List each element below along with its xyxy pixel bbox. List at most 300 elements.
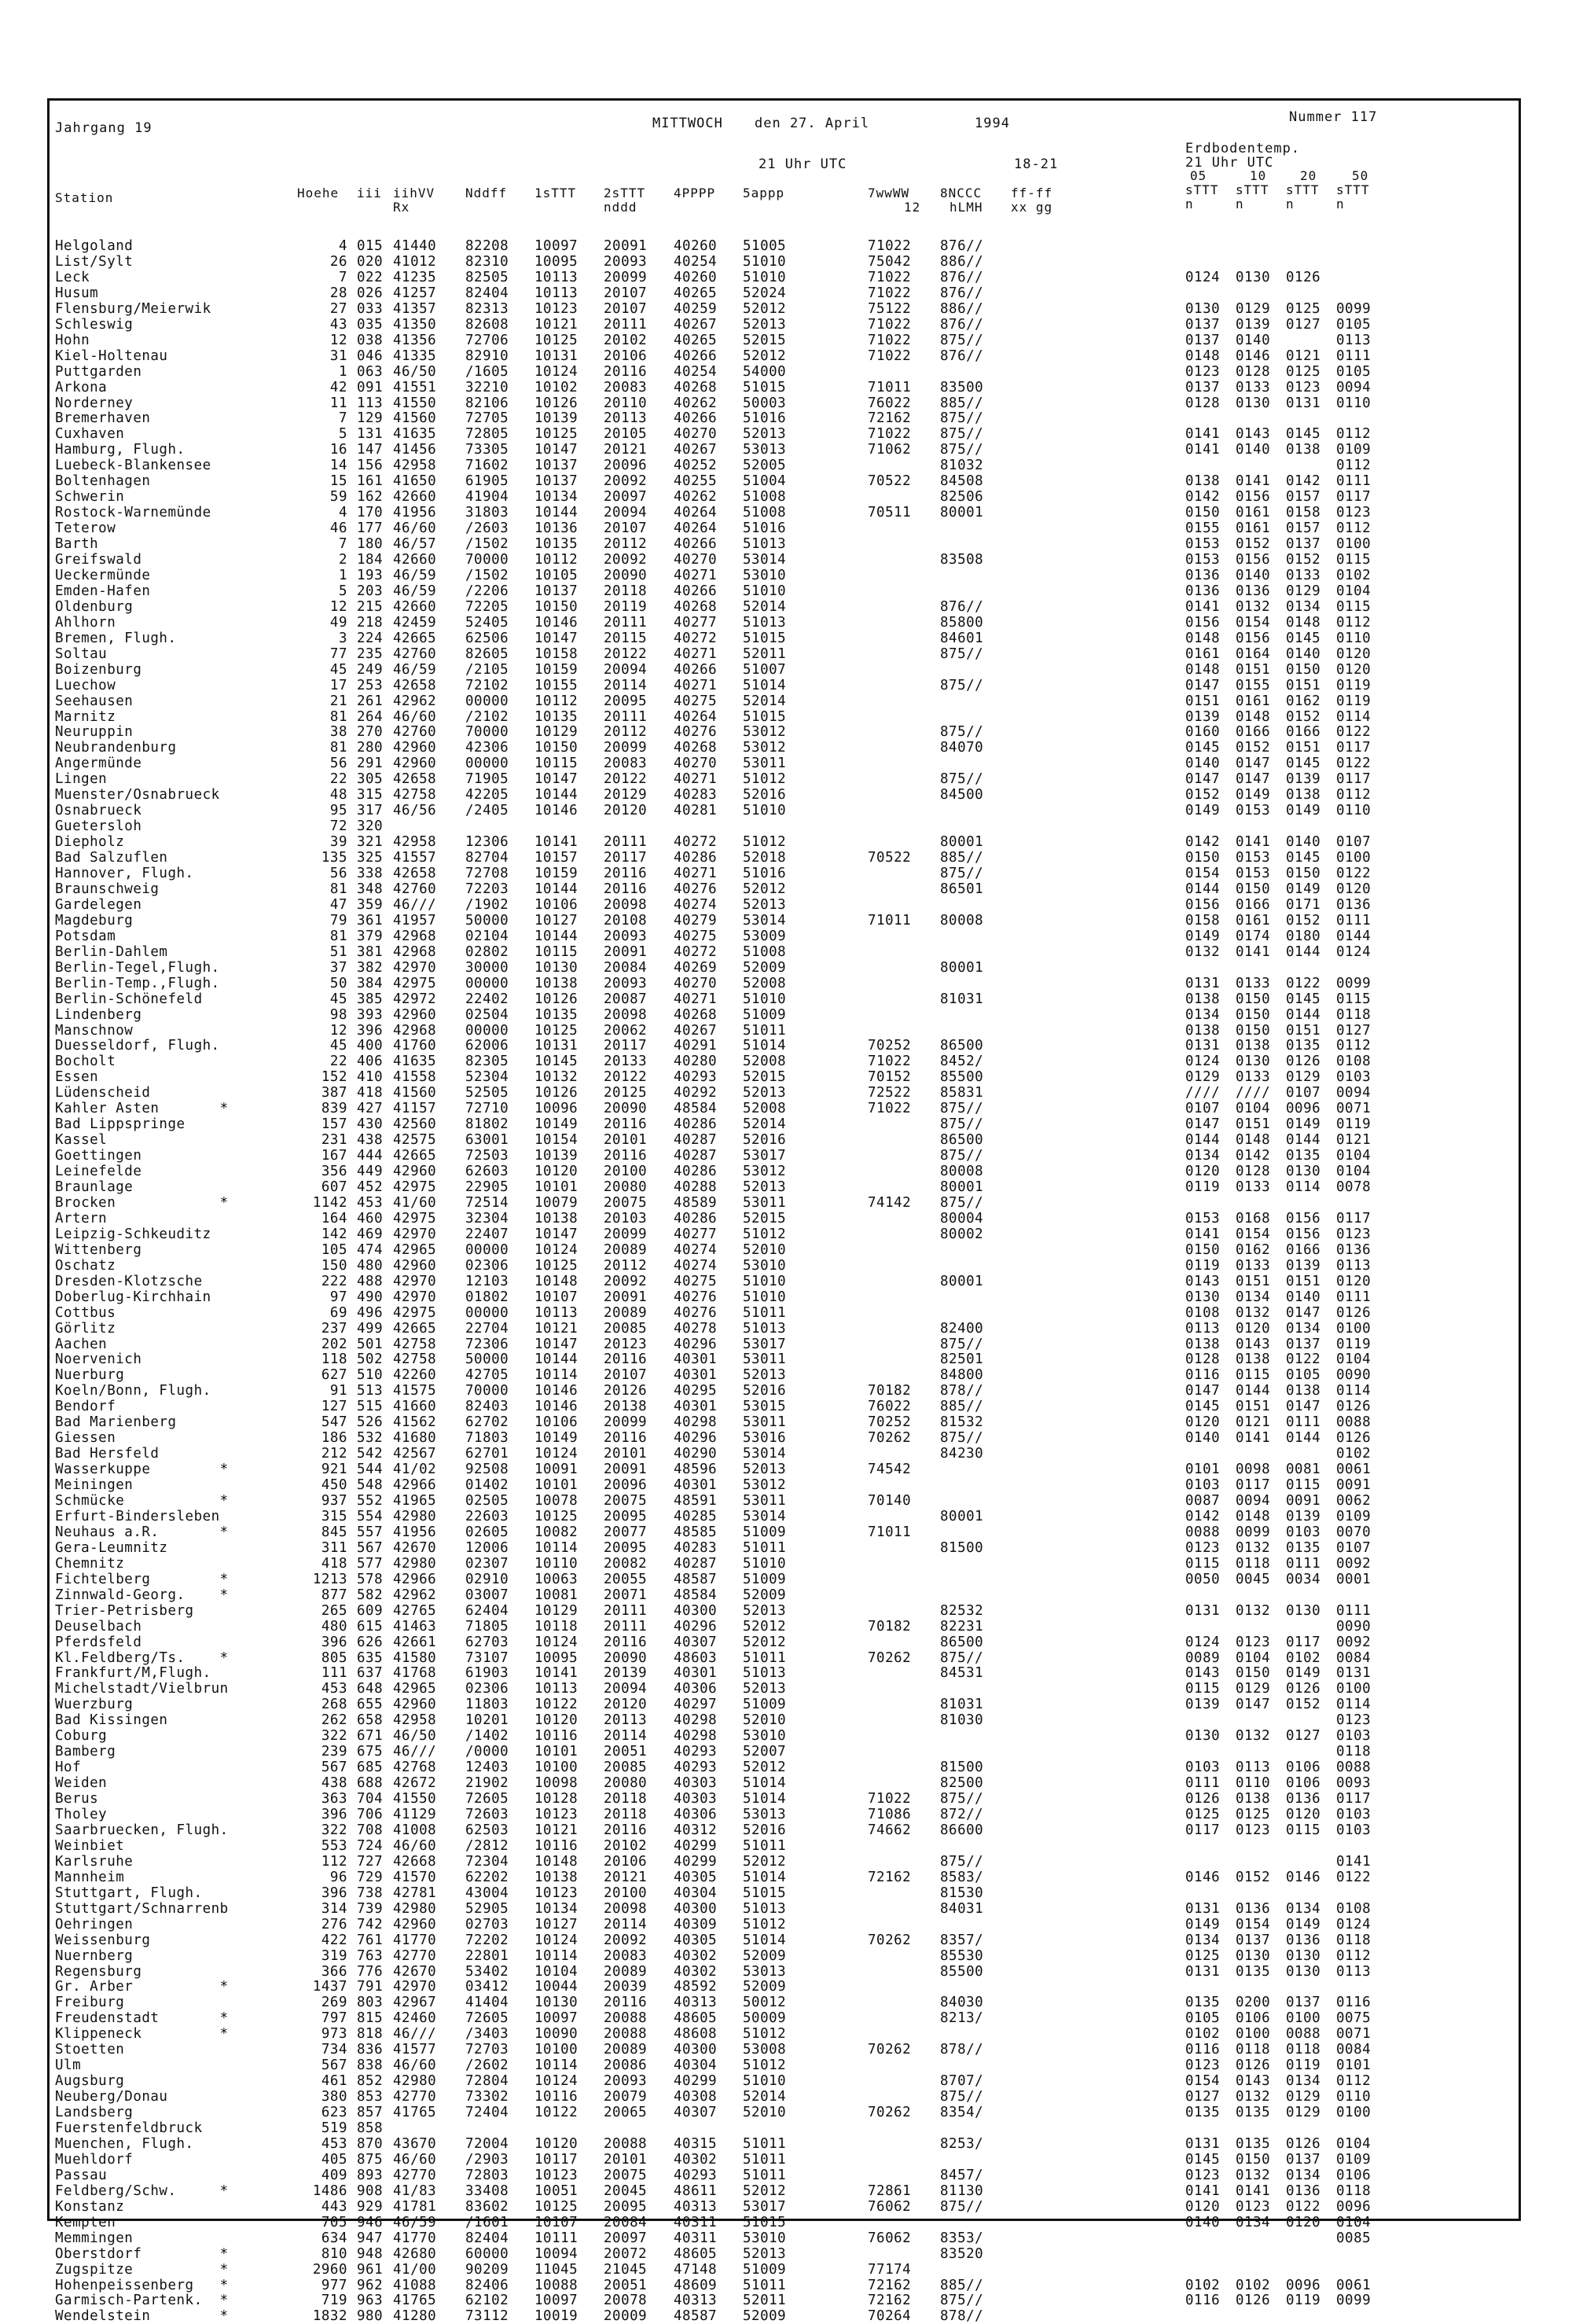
- station-nccc: 81031: [940, 1697, 984, 1713]
- station-ttt1: 10124: [534, 1241, 578, 1258]
- station-hoehe: 11: [329, 395, 347, 411]
- station-pppp: 40271: [674, 645, 718, 662]
- station-name: Kahler Asten *: [55, 1101, 229, 1117]
- station-hoehe: 977: [321, 2277, 347, 2293]
- station-wwww: 71022: [868, 1791, 912, 1807]
- soil-temp-value: 0122: [1286, 975, 1321, 991]
- station-name: Flensburg/Meierwik: [55, 300, 211, 317]
- soil-temp-value: 0140: [1286, 834, 1321, 851]
- soil-temp-value: 0113: [1336, 332, 1372, 348]
- station-hoehe: 231: [321, 1132, 347, 1149]
- station-ttt1: 10116: [534, 2089, 578, 2105]
- soil-temp-value: 0154: [1185, 866, 1221, 881]
- station-name: Manschnow: [55, 1022, 134, 1039]
- station-nddff: 72304: [465, 1853, 509, 1870]
- station-iii: 963: [357, 2293, 384, 2309]
- station-pppp: 40293: [674, 1069, 718, 1086]
- station-pppp: 40275: [674, 1273, 718, 1289]
- station-ttt1: 10117: [534, 2151, 578, 2168]
- station-nccc: 876//: [940, 316, 984, 333]
- station-appp: 51010: [743, 253, 787, 270]
- station-appp: 52016: [743, 1822, 787, 1838]
- station-nccc: 80002: [940, 1226, 984, 1242]
- soil-temp-value: 0156: [1185, 614, 1221, 631]
- soil-temp-value: 0111: [1336, 1602, 1372, 1619]
- soil-temp-value: 0130: [1286, 1164, 1321, 1180]
- soil-temp-value: 0151: [1236, 1399, 1271, 1415]
- station-ttt1: 10113: [534, 285, 578, 301]
- soil-temp-value: 0108: [1336, 1054, 1372, 1070]
- soil-temp-value: 0116: [1336, 1995, 1372, 2011]
- soil-temp-value: 0094: [1336, 379, 1372, 395]
- soil-temp-value: 0161: [1236, 520, 1271, 537]
- col-station: Station: [55, 190, 114, 205]
- station-name: Michelstadt/Vielbrun: [55, 1681, 229, 1697]
- soil-temp-value: 0099: [1336, 975, 1372, 991]
- soil-temp-value: 0102: [1336, 567, 1372, 583]
- station-appp: 53012: [743, 724, 787, 741]
- station-iii: 396: [357, 1022, 384, 1039]
- station-ihvv: 41008: [393, 1822, 437, 1838]
- station-ttt2: 20071: [604, 1587, 648, 1603]
- station-pppp: 40290: [674, 1446, 718, 1462]
- station-pppp: 48592: [674, 1979, 718, 1995]
- station-nddff: 70000: [465, 552, 509, 568]
- soil-temp-value: 0110: [1336, 395, 1372, 411]
- station-pppp: 40272: [674, 630, 718, 646]
- station-ttt1: 10078: [534, 1493, 578, 1509]
- station-hoehe: 4: [338, 505, 347, 521]
- station-nccc: 875//: [940, 645, 984, 662]
- station-nddff: /2102: [465, 708, 509, 725]
- station-name: Hohn: [55, 332, 90, 348]
- soil-temp-value: 0140: [1185, 2214, 1221, 2230]
- station-ttt1: 10145: [534, 1054, 578, 1070]
- station-ttt2: 20111: [604, 834, 648, 851]
- station-hoehe: 98: [329, 1006, 347, 1023]
- station-wwww: 72162: [868, 410, 912, 427]
- soil-temp-value: 0162: [1286, 693, 1321, 709]
- station-nddff: 72102: [465, 677, 509, 693]
- station-pppp: 40271: [674, 677, 718, 693]
- soil-temp-value: 0140: [1185, 1430, 1221, 1447]
- station-nddff: 72205: [465, 598, 509, 615]
- soil-temp-value: 0120: [1185, 1414, 1221, 1431]
- station-ttt2: 20086: [604, 2057, 648, 2074]
- soil-temp-value: 0119: [1336, 677, 1372, 693]
- station-ttt2: 20087: [604, 991, 648, 1007]
- station-name: Brocken *: [55, 1194, 229, 1211]
- station-iii: 544: [357, 1462, 384, 1478]
- station-ihvv: 41463: [393, 1618, 437, 1635]
- station-pppp: 48584: [674, 1587, 718, 1603]
- soil-temp-value: 0156: [1236, 489, 1271, 506]
- soil-temp-value: 0112: [1336, 614, 1372, 631]
- station-appp: 52016: [743, 1132, 787, 1149]
- station-nddff: 22407: [465, 1226, 509, 1242]
- col-iii: iii: [357, 186, 382, 200]
- station-ihvv: 42770: [393, 1947, 437, 1964]
- station-pppp: 40278: [674, 1320, 718, 1337]
- station-wwww: 72861: [868, 2182, 912, 2199]
- soil-temp-value: 0142: [1185, 834, 1221, 851]
- station-ttt2: 20099: [604, 1226, 648, 1242]
- station-ihvv: 42680: [393, 2245, 437, 2262]
- station-ihvv: 42770: [393, 2089, 437, 2105]
- station-ttt2: 20107: [604, 300, 648, 317]
- station-ihvv: 42665: [393, 630, 437, 646]
- station-ihvv: 41335: [393, 347, 437, 364]
- station-ttt1: 10125: [534, 1022, 578, 1039]
- col-n-50: n: [1336, 197, 1345, 211]
- soil-temp-value: 0131: [1185, 1963, 1221, 1980]
- year-label: 1994: [975, 116, 1010, 131]
- soil-temp-value: ////: [1236, 1085, 1271, 1101]
- station-nddff: 62603: [465, 1164, 509, 1180]
- station-ttt2: 20103: [604, 1210, 648, 1226]
- station-pppp: 40267: [674, 1022, 718, 1039]
- station-ttt2: 20089: [604, 2042, 648, 2058]
- station-nccc: 875//: [940, 677, 984, 693]
- station-ttt1: 10120: [534, 1164, 578, 1180]
- station-name: Duesseldorf, Flugh.: [55, 1038, 220, 1054]
- soil-temp-value: 0100: [1336, 1320, 1372, 1337]
- station-appp: 52009: [743, 959, 787, 976]
- station-name: Oehringen: [55, 1916, 134, 1932]
- station-ttt2: 20100: [604, 1164, 648, 1180]
- station-name: Arkona: [55, 379, 108, 395]
- station-iii: 515: [357, 1399, 384, 1415]
- station-ihvv: 41558: [393, 1069, 437, 1086]
- station-pppp: 40276: [674, 1304, 718, 1321]
- soil-temp-value: 0135: [1236, 2105, 1271, 2121]
- soil-temp-value: 0100: [1336, 1681, 1372, 1697]
- station-ttt2: 20107: [604, 285, 648, 301]
- soil-temp-value: 0125: [1185, 1947, 1221, 1964]
- station-appp: 53009: [743, 928, 787, 944]
- station-pppp: 40279: [674, 912, 718, 928]
- station-hoehe: 56: [329, 866, 347, 881]
- station-nddff: 82505: [465, 269, 509, 285]
- station-iii: 577: [357, 1555, 384, 1572]
- station-hoehe: 72: [329, 818, 347, 835]
- soil-temp-value: 0142: [1185, 1508, 1221, 1524]
- station-appp: 53017: [743, 1336, 787, 1352]
- station-pppp: 40303: [674, 1791, 718, 1807]
- station-ttt2: 20107: [604, 520, 648, 537]
- station-pppp: 40270: [674, 756, 718, 772]
- station-ttt1: 10158: [534, 645, 578, 662]
- station-iii: 325: [357, 850, 384, 866]
- station-nddff: 32304: [465, 1210, 509, 1226]
- station-ttt1: 10101: [534, 1179, 578, 1195]
- soil-temp-value: 0104: [1336, 583, 1372, 599]
- station-ttt1: 10107: [534, 2214, 578, 2230]
- station-name: Aachen: [55, 1336, 108, 1352]
- station-ttt2: 20093: [604, 253, 648, 270]
- station-pppp: 40255: [674, 473, 718, 490]
- station-iii: 460: [357, 1210, 384, 1226]
- station-ttt1: 10090: [534, 2026, 578, 2043]
- station-wwww: 75042: [868, 253, 912, 270]
- station-ttt1: 10130: [534, 1995, 578, 2011]
- station-name: Weiden: [55, 1775, 108, 1792]
- soil-temp-value: 0102: [1236, 2277, 1271, 2293]
- station-appp: 52018: [743, 850, 787, 866]
- station-iii: 381: [357, 943, 384, 960]
- soil-temp-value: 0143: [1236, 2073, 1271, 2090]
- soil-temp-value: 0133: [1236, 379, 1271, 395]
- soil-temp-value: 0102: [1286, 1649, 1321, 1666]
- station-appp: 52013: [743, 1681, 787, 1697]
- station-appp: 53011: [743, 756, 787, 772]
- station-pppp: 40264: [674, 505, 718, 521]
- station-nddff: 00000: [465, 1241, 509, 1258]
- station-pppp: 40301: [674, 1367, 718, 1384]
- station-hoehe: 239: [321, 1744, 347, 1760]
- station-ttt1: 10104: [534, 1963, 578, 1980]
- soil-temp-value: 0132: [1236, 598, 1271, 615]
- soil-temp-value: 0141: [1185, 2182, 1221, 2199]
- soil-temp-value: 0151: [1286, 677, 1321, 693]
- soil-temp-value: 0136: [1286, 1932, 1321, 1948]
- station-name: Guetersloh: [55, 818, 142, 835]
- station-ttt2: 20095: [604, 1539, 648, 1556]
- station-hoehe: 222: [321, 1273, 347, 1289]
- station-ttt1: 10138: [534, 1869, 578, 1885]
- soil-temp-value: 0130: [1286, 1947, 1321, 1964]
- station-ihvv: 42960: [393, 1257, 437, 1274]
- station-pppp: 40259: [674, 300, 718, 317]
- station-appp: 53014: [743, 912, 787, 928]
- soil-temp-value: 0138: [1185, 991, 1221, 1007]
- station-pppp: 40277: [674, 1226, 718, 1242]
- station-appp: 52016: [743, 1383, 787, 1399]
- station-ttt1: 10082: [534, 1524, 578, 1540]
- station-ihvv: 42758: [393, 1351, 437, 1368]
- station-hoehe: 1: [338, 363, 347, 380]
- soil-temp-value: 0130: [1236, 1054, 1271, 1070]
- soil-temp-value: 0132: [1236, 1602, 1271, 1619]
- station-hoehe: 322: [321, 1822, 347, 1838]
- soil-temp-value: 0096: [1336, 2198, 1372, 2215]
- soil-temp-value: 0104: [1236, 1649, 1271, 1666]
- station-pppp: 40260: [674, 269, 718, 285]
- station-appp: 54000: [743, 363, 787, 380]
- soil-temp-value: 0107: [1185, 1101, 1221, 1117]
- station-iii: 852: [357, 2073, 384, 2090]
- station-name: Saarbruecken, Flugh.: [55, 1822, 229, 1838]
- soil-temp-value: 0111: [1286, 1414, 1321, 1431]
- station-name: Boltenhagen: [55, 473, 151, 490]
- station-name: Neubrandenburg: [55, 740, 177, 756]
- station-ttt2: 20090: [604, 1101, 648, 1117]
- station-ihvv: 42968: [393, 928, 437, 944]
- soil-temp-value: 0131: [1185, 1900, 1221, 1917]
- station-ttt1: 10121: [534, 1320, 578, 1337]
- station-iii: 615: [357, 1618, 384, 1635]
- station-appp: 53012: [743, 740, 787, 756]
- station-name: Pferdsfeld: [55, 1634, 142, 1650]
- station-appp: 52008: [743, 1054, 787, 1070]
- station-ihvv: 41550: [393, 395, 437, 411]
- station-ihvv: 42980: [393, 2073, 437, 2090]
- station-name: Karlsruhe: [55, 1853, 134, 1870]
- soil-temp-value: 0106: [1286, 1775, 1321, 1792]
- station-ttt2: 20119: [604, 598, 648, 615]
- station-pppp: 40302: [674, 1947, 718, 1964]
- station-pppp: 40296: [674, 1430, 718, 1447]
- station-ttt1: 10100: [534, 2042, 578, 2058]
- soil-temp-value: 0141: [1236, 943, 1271, 960]
- station-ihvv: 46/57: [393, 536, 437, 553]
- soil-temp-value: 0138: [1236, 1038, 1271, 1054]
- station-hoehe: 1832: [312, 2308, 347, 2324]
- soil-temp-value: 0134: [1185, 1006, 1221, 1023]
- station-ttt2: 20085: [604, 1320, 648, 1337]
- station-ihvv: 42760: [393, 645, 437, 662]
- station-name: Tholey: [55, 1807, 108, 1822]
- station-name: Bendorf: [55, 1399, 116, 1415]
- station-hoehe: 268: [321, 1697, 347, 1713]
- station-ihvv: 42965: [393, 1241, 437, 1258]
- station-wwww: 71062: [868, 442, 912, 458]
- station-pppp: 40283: [674, 1539, 718, 1556]
- station-iii: 961: [357, 2261, 384, 2278]
- station-pppp: 40260: [674, 238, 718, 254]
- soil-temp-value: 0139: [1185, 708, 1221, 725]
- station-nddff: 82910: [465, 347, 509, 364]
- soil-temp-value: 0103: [1185, 1760, 1221, 1776]
- station-appp: 53014: [743, 1508, 787, 1524]
- station-pppp: 40286: [674, 1210, 718, 1226]
- station-name: Lindenberg: [55, 1006, 142, 1023]
- station-appp: 51012: [743, 2057, 787, 2074]
- station-iii: 261: [357, 693, 384, 709]
- station-name: Luechow: [55, 677, 116, 693]
- station-nccc: 875//: [940, 1101, 984, 1117]
- station-iii: 020: [357, 253, 384, 270]
- station-pppp: 40296: [674, 1618, 718, 1635]
- station-hoehe: 81: [329, 881, 347, 897]
- station-ttt1: 10126: [534, 395, 578, 411]
- station-hoehe: 5: [338, 426, 347, 443]
- station-name: Kempten: [55, 2214, 116, 2230]
- weekday-label: MITTWOCH: [652, 116, 723, 131]
- soil-temp-value: 0117: [1336, 489, 1372, 506]
- soil-temp-value: 0104: [1336, 1148, 1372, 1164]
- station-pppp: 40266: [674, 583, 718, 599]
- station-pppp: 40313: [674, 1995, 718, 2011]
- station-appp: 51010: [743, 1289, 787, 1305]
- station-iii: 815: [357, 2010, 384, 2027]
- station-ihvv: 46///: [393, 896, 437, 913]
- station-ihvv: 42962: [393, 1587, 437, 1603]
- station-ttt1: 10097: [534, 2010, 578, 2027]
- station-pppp: 40301: [674, 1351, 718, 1368]
- station-hoehe: 48: [329, 787, 347, 803]
- station-appp: 51013: [743, 536, 787, 553]
- station-nccc: 8354/: [940, 2105, 984, 2121]
- station-nccc: 885//: [940, 1399, 984, 1415]
- station-hoehe: 237: [321, 1320, 347, 1337]
- station-name: Zugspitze *: [55, 2261, 229, 2278]
- soil-temp-value: 0121: [1236, 1414, 1271, 1431]
- station-ihvv: 42660: [393, 489, 437, 506]
- station-nddff: 00000: [465, 693, 509, 709]
- station-hoehe: 314: [321, 1900, 347, 1917]
- station-nddff: /1402: [465, 1728, 509, 1745]
- station-ttt2: 20078: [604, 2293, 648, 2309]
- soil-temp-value: 0104: [1236, 1101, 1271, 1117]
- station-ttt1: 10107: [534, 1289, 578, 1305]
- station-iii: 156: [357, 458, 384, 474]
- station-ihvv: 46///: [393, 1744, 437, 1760]
- soil-temp-value: 0120: [1185, 2198, 1221, 2215]
- station-ihvv: 41/83: [393, 2182, 437, 2199]
- soil-temp-value: 0150: [1236, 1665, 1271, 1682]
- station-iii: 671: [357, 1728, 384, 1745]
- soil-temp-value: 0134: [1286, 2167, 1321, 2183]
- station-nccc: 84070: [940, 740, 984, 756]
- station-iii: 035: [357, 316, 384, 333]
- station-ihvv: 46/59: [393, 567, 437, 583]
- soil-temp-value: 0126: [1286, 1681, 1321, 1697]
- station-name: Soltau: [55, 645, 108, 662]
- soil-temp-value: 0116: [1185, 2042, 1221, 2058]
- station-hoehe: 2960: [312, 2261, 347, 2278]
- station-nccc: 84800: [940, 1367, 984, 1384]
- station-nccc: 86500: [940, 1038, 984, 1054]
- station-nccc: 80008: [940, 1164, 984, 1180]
- station-nccc: 86501: [940, 881, 984, 897]
- soil-temp-value: 0150: [1236, 991, 1271, 1007]
- station-ttt1: 10147: [534, 771, 578, 788]
- station-iii: 452: [357, 1179, 384, 1195]
- station-nccc: 80004: [940, 1210, 984, 1226]
- soil-temp-value: 0166: [1286, 724, 1321, 741]
- station-appp: 53013: [743, 1807, 787, 1822]
- station-ihvv: 41770: [393, 2230, 437, 2246]
- station-name: Stoetten: [55, 2042, 125, 2058]
- station-hoehe: 56: [329, 756, 347, 772]
- soil-temp-value: 0148: [1236, 1508, 1271, 1524]
- station-iii: 724: [357, 1837, 384, 1854]
- soil-temp-value: 0151: [1236, 1273, 1271, 1289]
- soil-temp-value: 0120: [1336, 881, 1372, 897]
- soil-temp-value: 0125: [1236, 1807, 1271, 1822]
- soil-temp-value: 0166: [1236, 896, 1271, 913]
- station-hoehe: 28: [329, 285, 347, 301]
- soil-temp-value: 0084: [1336, 1649, 1372, 1666]
- station-hoehe: 366: [321, 1963, 347, 1980]
- station-nddff: 62701: [465, 1446, 509, 1462]
- station-iii: 033: [357, 300, 384, 317]
- soil-temp-value: 0120: [1336, 645, 1372, 662]
- station-iii: 776: [357, 1963, 384, 1980]
- soil-temp-value: 0123: [1336, 505, 1372, 521]
- station-ihvv: 42660: [393, 552, 437, 568]
- station-iii: 406: [357, 1054, 384, 1070]
- soil-temp-value: 0107: [1286, 1085, 1321, 1101]
- soil-temp-value: 0113: [1236, 1760, 1271, 1776]
- station-name: Bad Marienberg: [55, 1414, 177, 1431]
- station-ihvv: 41/60: [393, 1194, 437, 1211]
- station-ihvv: 46/60: [393, 2151, 437, 2168]
- soil-temp-value: 0200: [1236, 1995, 1271, 2011]
- station-ihvv: 42575: [393, 1132, 437, 1149]
- soil-temp-value: 0152: [1236, 536, 1271, 553]
